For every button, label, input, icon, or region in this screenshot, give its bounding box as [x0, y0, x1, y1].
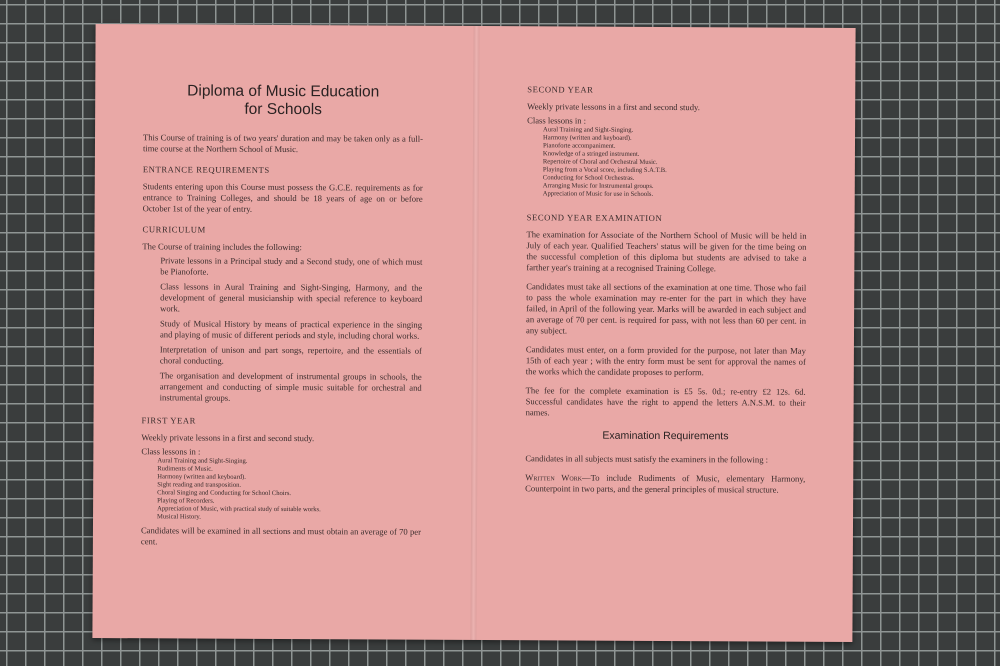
list-item: Repertoire of Choral and Orchestral Music.	[542, 158, 658, 166]
second-year-heading: SECOND YEAR	[527, 84, 594, 95]
first-year-text: Weekly private lessons in a first and second study.	[141, 432, 315, 444]
curriculum-intro: The Course of training includes the following:	[142, 241, 302, 253]
curriculum-item: Interpretation of unison and part songs, repertoire, and the essentials of choral conducting.	[159, 344, 422, 366]
title-line-2: for Schools	[244, 100, 322, 119]
list-item: Arranging Music for Instrumental groups.	[542, 182, 654, 190]
curriculum-item: Study of Musical History by means of practical experience in the singing and playing of music of different periods and style, including choral works.	[159, 318, 423, 341]
intro-paragraph: This Course of training is of two years' duration and may be taken only as a full-time course at the Northern School of Music.	[142, 132, 424, 155]
curriculum-item: The organisation and development of instrumental groups in schools, the arrangement and conducting of simple music suitable for orchestral and instrumental groups.	[159, 370, 422, 403]
written-work-paragraph	[525, 472, 805, 495]
curriculum-heading: CURRICULUM	[142, 224, 206, 235]
class-lessons-label: Class lessons in :	[141, 446, 201, 457]
exam-paragraph-1: The examination for Associate of the Northern School of Music will be held in July of each year. Qualified Teachers' status will be given for the time being on the successful completion of this diploma but students are advised to take a farther year's training at a recognised Training College.	[526, 229, 807, 274]
exam-paragraph-3: Candidates must enter, on a form provided for the purpose, not later than May 15th of each year ; with the entry form must be sent for approval the names of the works which the candidate proposes to perform.	[525, 344, 806, 378]
first-year-heading: FIRST YEAR	[141, 415, 197, 426]
list-item: Appreciation of Music for use in Schools.	[542, 190, 654, 198]
written-work-text: —To include Rudiments of Music, elementary Harmony, Counterpoint in two parts, and the general principles of musical structure.	[525, 472, 806, 495]
document-title	[143, 82, 423, 119]
curriculum-item: Class lessons in Aural Training and Sight-Singing, Harmony, and the development of general musicianship with special reference to keyboard work.	[160, 281, 423, 314]
exam-heading: SECOND YEAR EXAMINATION	[526, 212, 663, 223]
list-item: Rudiments of Music.	[157, 465, 213, 473]
title-line-1: Diploma of Music Education	[187, 82, 380, 101]
list-item: Pianoforte accompaniment.	[542, 142, 616, 150]
first-year-exam: Candidates will be examined in all sections and must obtain an average of 70 per cent.	[140, 525, 421, 547]
list-item: Harmony (written and keyboard).	[157, 473, 246, 481]
list-item: Choral Singing and Conducting for School Choirs.	[157, 489, 292, 498]
list-item: Aural Training and Sight-Singing.	[543, 126, 634, 134]
list-item: Harmony (written and keyboard).	[543, 134, 632, 142]
list-item: Sight reading and transposition.	[157, 481, 242, 489]
written-work-label: Written Work	[525, 472, 583, 483]
second-year-lessons-list	[543, 126, 807, 199]
list-item: Conducting for School Orchestras.	[542, 174, 635, 182]
left-column	[141, 82, 423, 556]
leaflet-page	[92, 24, 855, 642]
right-column	[525, 84, 807, 503]
requirements-heading: Examination Requirements	[602, 429, 729, 443]
first-year-lessons-list	[157, 457, 421, 522]
exam-paragraph-2: Candidates must take all sections of the examination at one time. Those who fail to pass the whole examination may re-enter for the part in which they have failed, in April of the following year. Marks will be awarded in each subject and an average of 70 per cent. is required for pass, with not less than 60 per cent. in any subject.	[525, 281, 807, 336]
class-lessons-label: Class lessons in :	[527, 115, 587, 126]
list-item: Appreciation of Music, with practical study of suitable works.	[157, 505, 321, 514]
list-item: Playing from a Vocal score, including S.A.T.B.	[542, 166, 667, 175]
list-item: Aural Training and Sight-Singing.	[157, 457, 248, 465]
second-year-text: Weekly private lessons in a first and second study.	[527, 101, 700, 113]
exam-paragraph-4: The fee for the complete examination is £5 5s. 0d.; re-entry £2 12s. 6d. Successful candidates have the right to append the letters A.N.S.M. to their names.	[525, 385, 806, 418]
list-item: Musical History.	[157, 513, 201, 521]
entrance-heading: ENTRANCE REQUIREMENTS	[142, 164, 270, 175]
requirements-intro: Candidates in all subjects must satisfy the examiners in the following :	[525, 453, 769, 465]
entrance-text: Students entering upon this Course must possess the G.C.E. requirements as for entrance to Training Colleges, and should be 18 years of age on or before October 1st of the year of entry.	[142, 181, 423, 214]
curriculum-item: Private lessons in a Principal study and a Second study, one of which must be Pianoforte.	[160, 255, 423, 277]
list-item: Playing of Recorders.	[157, 497, 215, 505]
list-item: Knowledge of a stringed instrument.	[542, 150, 640, 158]
